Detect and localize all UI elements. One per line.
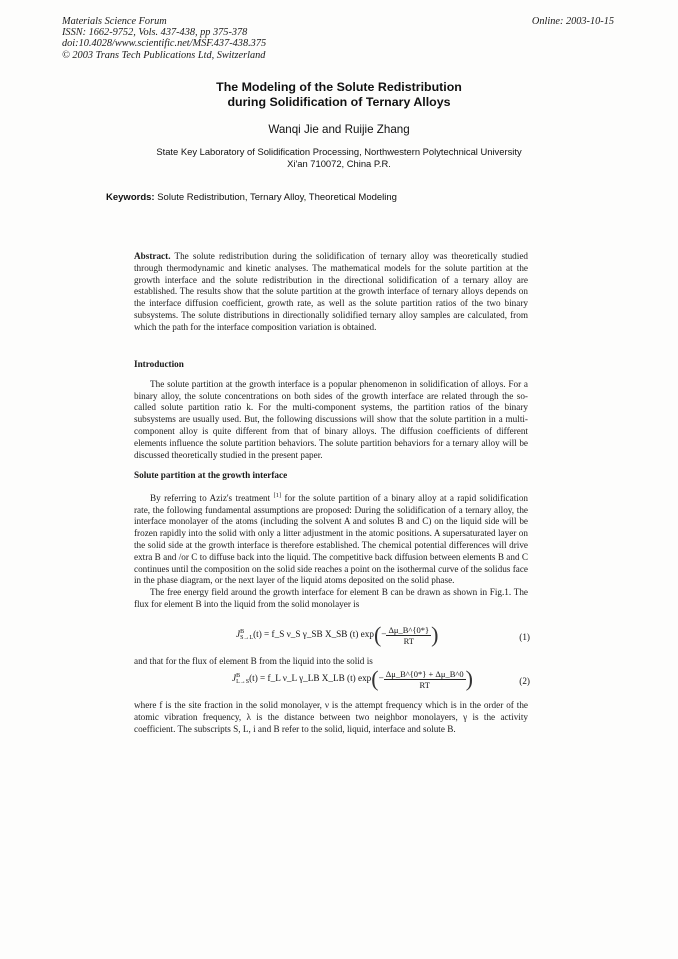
equation-2: J B L→S (t) = f_L ν_L γ_LB X_LB (t) exp(− $\frac{\Delta\mu\_B\^{}\{0*\} + \Delta\mu\_B\^{}0}{RT}$ ) (2) xyxy=(232,666,530,691)
affiliation xyxy=(0,146,678,170)
affiliation-line-1: State Key Laboratory of Solidification Processing, Northwestern Polytechnical University xyxy=(156,146,522,157)
copyright-line: © 2003 Trans Tech Publications Ltd, Switzerland xyxy=(62,49,266,61)
solute-partition-section xyxy=(134,470,528,611)
issn-line: ISSN: 1662-9752, Vols. 437-438, pp 375-378 xyxy=(62,27,248,39)
title-line-1: The Modeling of the Solute Redistribution xyxy=(216,80,462,94)
journal-name: Materials Science Forum xyxy=(62,16,167,27)
keywords-label: Keywords: xyxy=(106,192,155,203)
equation-1: J B S→L (t) = f_S ν_S γ_SB X_SB (t) exp(− $\frac{\Delta\mu\_B\^{}\{0*\}}{RT}$ ) (1) xyxy=(236,622,530,647)
section-heading: Solute partition at the growth interface xyxy=(134,470,288,480)
introduction-text: The solute partition at the growth interface is a popular phenomenon in solidification of alloys. For a binary alloy, the solute concentrations on both sides of the growth interface are related through the so-called solute partition ratio k. For the multi-component systems, the partition ratios of the binary subsystems are usually used. But, the following discussions will show that the solute partition in a multi-component alloy is quite different from that of binary alloys. The diffusion coefficients of different elements influence the solute partition behaviors. The solute partition behaviors for a ternary alloy will be discussed theoretically studied in the present paper. xyxy=(134,378,528,460)
paper-title xyxy=(0,80,678,110)
equation-1-number: (1) xyxy=(519,632,530,642)
affiliation-line-2: Xi'an 710072, China P.R. xyxy=(287,158,391,169)
section-paragraph-1: By referring to Aziz's treatment [1] for the solute partition of a binary alloy at a rapid solidification rate, the following fundamental assumptions are proposed: During the solidification of a ternary alloy, the interface monolayer of the atoms (including the solvent A and solutes B and C) on the liquid side will be frozen rapidly into the solid with only a litter adjustment in the atomic positions. A supersaturated layer on the solid side at the growth interface is therefore established. The chemical potential differences will drive extra B and /or C to diffuse back into the liquid. The competitive back diffusion between elements B and C continues until the composition on the solid side reaches a point on the isothermal curve of the solidus face in the phase diagram, or the next layer of the liquid atoms deposited on the solid phase. xyxy=(134,491,529,586)
doi-line: doi:10.4028/www.scientific.net/MSF.437-438.375 xyxy=(62,38,267,50)
title-line-2: during Solidification of Ternary Alloys xyxy=(227,95,451,109)
abstract-label: Abstract. xyxy=(134,251,171,261)
section-paragraph-2: The free energy field around the growth interface for element B can be drawn as shown in Fig.1. The flux for element B into the liquid from the solid monolayer is xyxy=(134,587,528,610)
authors: Wanqi Jie and Ruijie Zhang xyxy=(268,123,410,136)
keywords-text: Solute Redistribution, Ternary Alloy, Theoretical Modeling xyxy=(157,192,397,203)
abstract xyxy=(134,251,528,334)
abstract-text: The solute redistribution during the solidification of ternary alloy was theoretically studied through thermodynamic and kinetic analyses. The mathematical models for the solute partition at the growth interface and the solute redistribution in the directional solidification of a ternary alloy are established. The results show that the solute partition at the growth interface of ternary alloys depends on the interface diffusion coefficient, growth rate, as well as the solute partition ratios of the two binary subsystems. The solute distributions in directionally solidified ternary alloy samples are calculated, from which the path for the interface composition variation is obtained. xyxy=(134,251,528,332)
online-date: Online: 2003-10-15 xyxy=(531,16,614,27)
keywords xyxy=(106,192,397,203)
journal-header xyxy=(62,16,622,61)
introduction-section xyxy=(134,359,528,461)
introduction-heading: Introduction xyxy=(134,359,184,369)
section-paragraph-3: where f is the site fraction in the solid monolayer, ν is the attempt frequency which is in the order of the atomic vibration frequency, λ is the distance between two neighbor monolayers, γ is the activity coefficient. The subscripts S, L, i and B refer to the solid, liquid, interface and solute B. xyxy=(134,700,528,734)
citation-ref: [1] xyxy=(273,491,282,499)
equation-2-number: (2) xyxy=(519,676,530,686)
between-equations: and that for the flux of element B from the liquid into the solid is xyxy=(134,656,373,666)
